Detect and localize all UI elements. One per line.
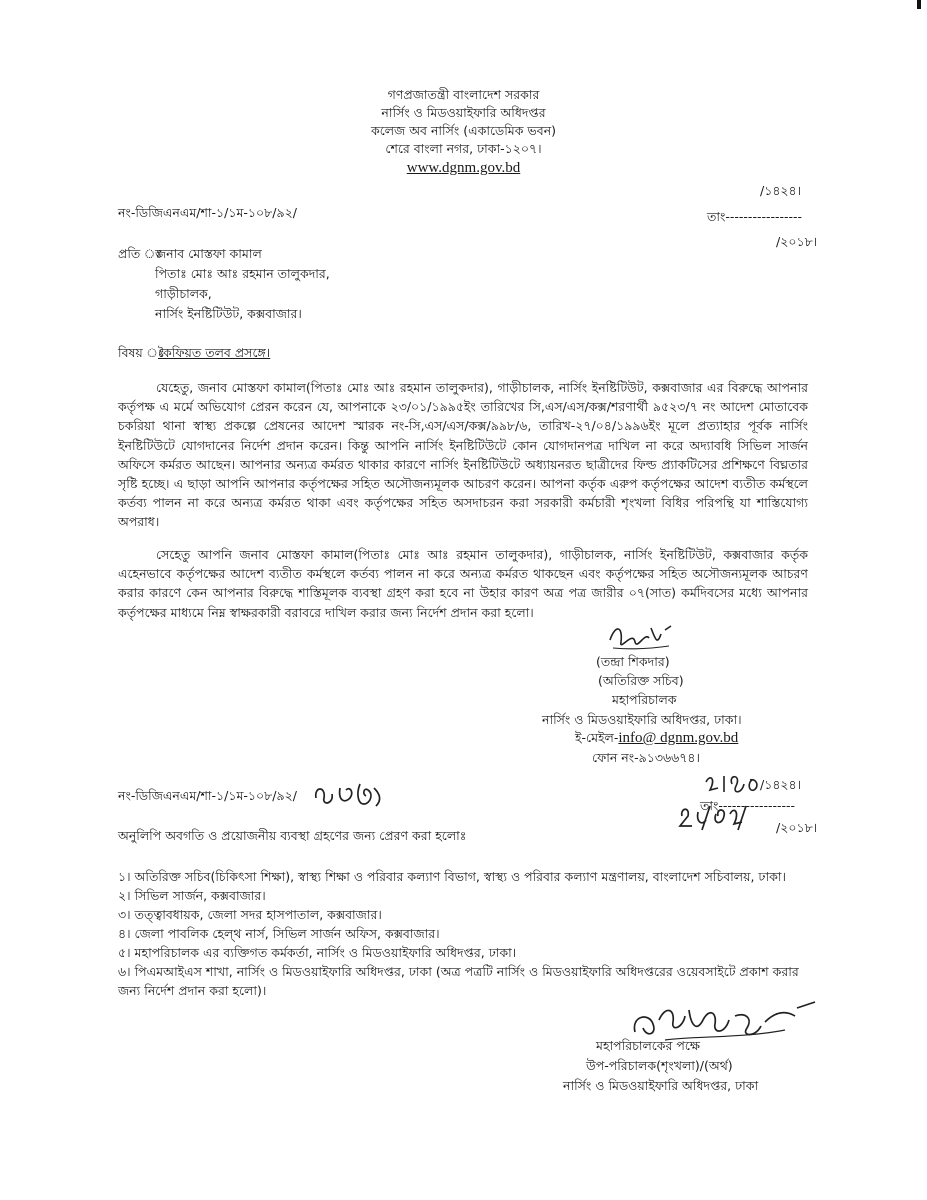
scan-corner-mark — [917, 0, 921, 9]
cc-item-2: ২। সিভিল সার্জন, কক্সবাজার। — [118, 888, 266, 903]
ref-year-english: /২০১৮। — [776, 234, 818, 249]
ref-memo-no: নং-ডিজিএনএম/শা-১/১ম-১০৮/৯২/ — [118, 205, 297, 220]
ref-year-bangla: /১৪২৪। — [760, 183, 802, 198]
copy-year-english: /২০১৮। — [776, 820, 818, 835]
sig1-office: নার্সিং ও মিডওয়াইফারি অধিদপ্তর, ঢাকা। — [542, 712, 742, 727]
header-directorate: নার্সিং ও মিডওয়াইফারি অধিদপ্তর — [381, 105, 546, 120]
handwritten-memo-number — [310, 778, 386, 812]
cc-item-4: ৪। জেলা পাবলিক হেল্থ নার্স, সিভিল সার্জন অফিস, কক্সবাজার। — [118, 926, 440, 941]
cc-item-6: ৬। পিএমআইএস শাখা, নার্সিং ও মিডওয়াইফারি অধিদপ্তর, ঢাকা (অত্র পত্রটি নার্সিং ও মিডওয়াইফারি অধিদপ্তরের ওয়েবসাইটে প্রকাশ করার জন্য নির্দেশ প্রদান করা হলো)। — [118, 964, 799, 998]
recipient-father: পিতাঃ মোঃ আঃ রহমান তালুকদার, — [155, 266, 330, 281]
sig1-email-label: ই-মেইল- — [575, 730, 619, 745]
recipient-name: জনাব মোস্তফা কামাল — [155, 246, 262, 261]
header-website-link[interactable]: www.dgnm.gov.bd — [406, 160, 521, 176]
subject-label: বিষয় ঃ — [118, 345, 165, 360]
sig1-rank: (অতিরিক্ত সচিব) — [598, 673, 684, 688]
cc-item-5: ৫। মহাপরিচালক এর ব্যক্তিগত কর্মকর্তা, নার্সিং ও মিডওয়াইফারি অধিদপ্তর, ঢাকা। — [118, 945, 517, 960]
header-govt: গণপ্রজাতন্ত্রী বাংলাদেশ সরকার — [387, 87, 540, 102]
handwritten-number-annotation — [702, 772, 762, 796]
sig1-email-link[interactable]: info@ dgnm.gov.bd — [618, 730, 739, 746]
recipient-designation: গাড়ীচালক, — [155, 286, 212, 301]
signature-mark-1 — [605, 620, 675, 656]
sig2-office: নার্সিং ও মিডওয়াইফারি অধিদপ্তর, ঢাকা — [563, 1078, 759, 1093]
cc-intro: অনুলিপি অবগতি ও প্রয়োজনীয় ব্যবস্থা গ্রহণের জন্য প্রেরণ করা হলোঃ — [118, 828, 467, 843]
sig1-title: মহাপরিচালক — [612, 692, 677, 707]
cc-item-1: ১। অতিরিক্ত সচিব(চিকিৎসা শিক্ষা), স্বাস্থ্য শিক্ষা ও পরিবার কল্যাণ বিভাগ, স্বাস্থ্য ও পরিবার কল্যাণ মন্ত্রণালয়, বাংলাদেশ সচিবালয়, ঢাকা। — [118, 869, 786, 884]
sig1-name: (তন্দ্রা শিকদার) — [596, 654, 670, 669]
header-college: কলেজ অব নার্সিং (একাডেমিক ভবন) — [370, 123, 557, 138]
sig1-phone: ফোন নং-৯১৩৬৬৭৪। — [592, 750, 700, 765]
sig2-behalf: মহাপরিচালকের পক্ষে — [596, 1038, 701, 1053]
subject-text: কৈফিয়ত তলব প্রসঙ্গে। — [158, 345, 271, 360]
copy-date-label: তাং----------------- — [700, 798, 796, 813]
ref-date-label: তাং----------------- — [707, 209, 803, 224]
body-paragraph-2: সেহেতু আপনি জনাব মোস্তফা কামাল(পিতাঃ মোঃ আঃ রহমান তালুকদার), গাড়ীচালক, নার্সিং ইনষ্টিটিউট, কক্সবাজার কর্তৃক এহেনভাবে কর্তৃপক্ষের আদেশ ব্যতীত কর্মস্থলে কর্তব্য পালন না করে অন্যত্র কর্মরত থাকছেন এবং কর্তৃপক্ষের সহিত অসৌজন্যমূলক আচরণ করার কারণে কেন আপনার বিরুদ্ধে শাস্তিমূলক ব্যবস্থা গ্রহণ করা হবে না উহার কারণ অত্র পত্র জারীর ০৭(সাত) কর্মদিবসের মধ্যে আপনার কর্তৃপক্ষের মাধ্যমে নিম্ন স্বাক্ষরকারী বরাবরে দাখিল করার জন্য নির্দেশ প্রদান করা হলো। — [118, 547, 808, 620]
recipient-prefix: প্রতি ঃ — [118, 246, 163, 261]
body-paragraph-1: যেহেতু, জনাব মোস্তফা কামাল(পিতাঃ মোঃ আঃ রহমান তালুকদার), গাড়ীচালক, নার্সিং ইনষ্টিটিউট, কক্সবাজার এর বিরুদ্ধে আপনার কর্তৃপক্ষ এ মর্মে অভিযোগ প্রেরন করেন যে, আপনাকে ২৩/০১/১৯৯৫ইং তারিখের সি,এস/এস/কক্স/শরণার্থী ৯৫২৩/৭ নং আদেশ মোতাবেক চকরিয়া থানা স্বাস্থ্য প্রকল্পে প্রেষনের আদেশ স্মারক নং-সি,এস/এস/কক্স/৯৯৮/৬, তারিখ-২৭/০৪/১৯৯৬ইং মূলে প্রত্যাহার পূর্বক নার্সিং ইনষ্টিটিউটে যোগদানের নির্দেশ প্রদান করেন। কিন্তু আপনি নার্সিং ইনষ্টিটিউটে কোন যোগদানপত্র দাখিল না করে অদ্যাবধি সিভিল সার্জন অফিসে কর্মরত আছেন। আপনার অন্যত্র কর্মরত থাকার কারণে নার্সিং ইনষ্টিটিউটে অধ্যায়নরত ছাত্রীদের ফিল্ড প্র্যাকটিসের প্রশিক্ষণে বিঘ্নতার সৃষ্টি হচ্ছে। এ ছাড়া আপনি আপনার কর্তৃপক্ষের সহিত অসৌজন্যমূলক আচরণ করেন। আপনা কর্তৃক এরুপ কর্তৃপক্ষের আদেশ ব্যতীত কর্মস্থলে কর্তব্য পালন না করে অন্যত্র কর্মরত থাকা এবং কর্তৃপক্ষের সহিত অসদাচরন করা সরকারী কর্মচারী শৃংখলা বিধির পরিপন্থি যা শাস্তিযোগ্য অপরাধ। — [118, 380, 808, 530]
copy-memo-no: নং-ডিজিএনএম/শা-১/১ম-১০৮/৯২/ — [118, 788, 297, 803]
sig2-title: উপ-পরিচালক(শৃংখলা)/(অর্থ) — [586, 1058, 733, 1073]
header-address: শেরে বাংলা নগর, ঢাকা-১২০৭। — [385, 141, 542, 156]
cc-item-3: ৩। তত্ত্বাবধায়ক, জেলা সদর হাসপাতাল, কক্সবাজার। — [118, 907, 382, 922]
recipient-office: নার্সিং ইনষ্টিটিউট, কক্সবাজার। — [155, 306, 302, 321]
handwritten-date — [676, 802, 776, 832]
copy-year-bangla: /১৪২৪। — [760, 777, 802, 792]
